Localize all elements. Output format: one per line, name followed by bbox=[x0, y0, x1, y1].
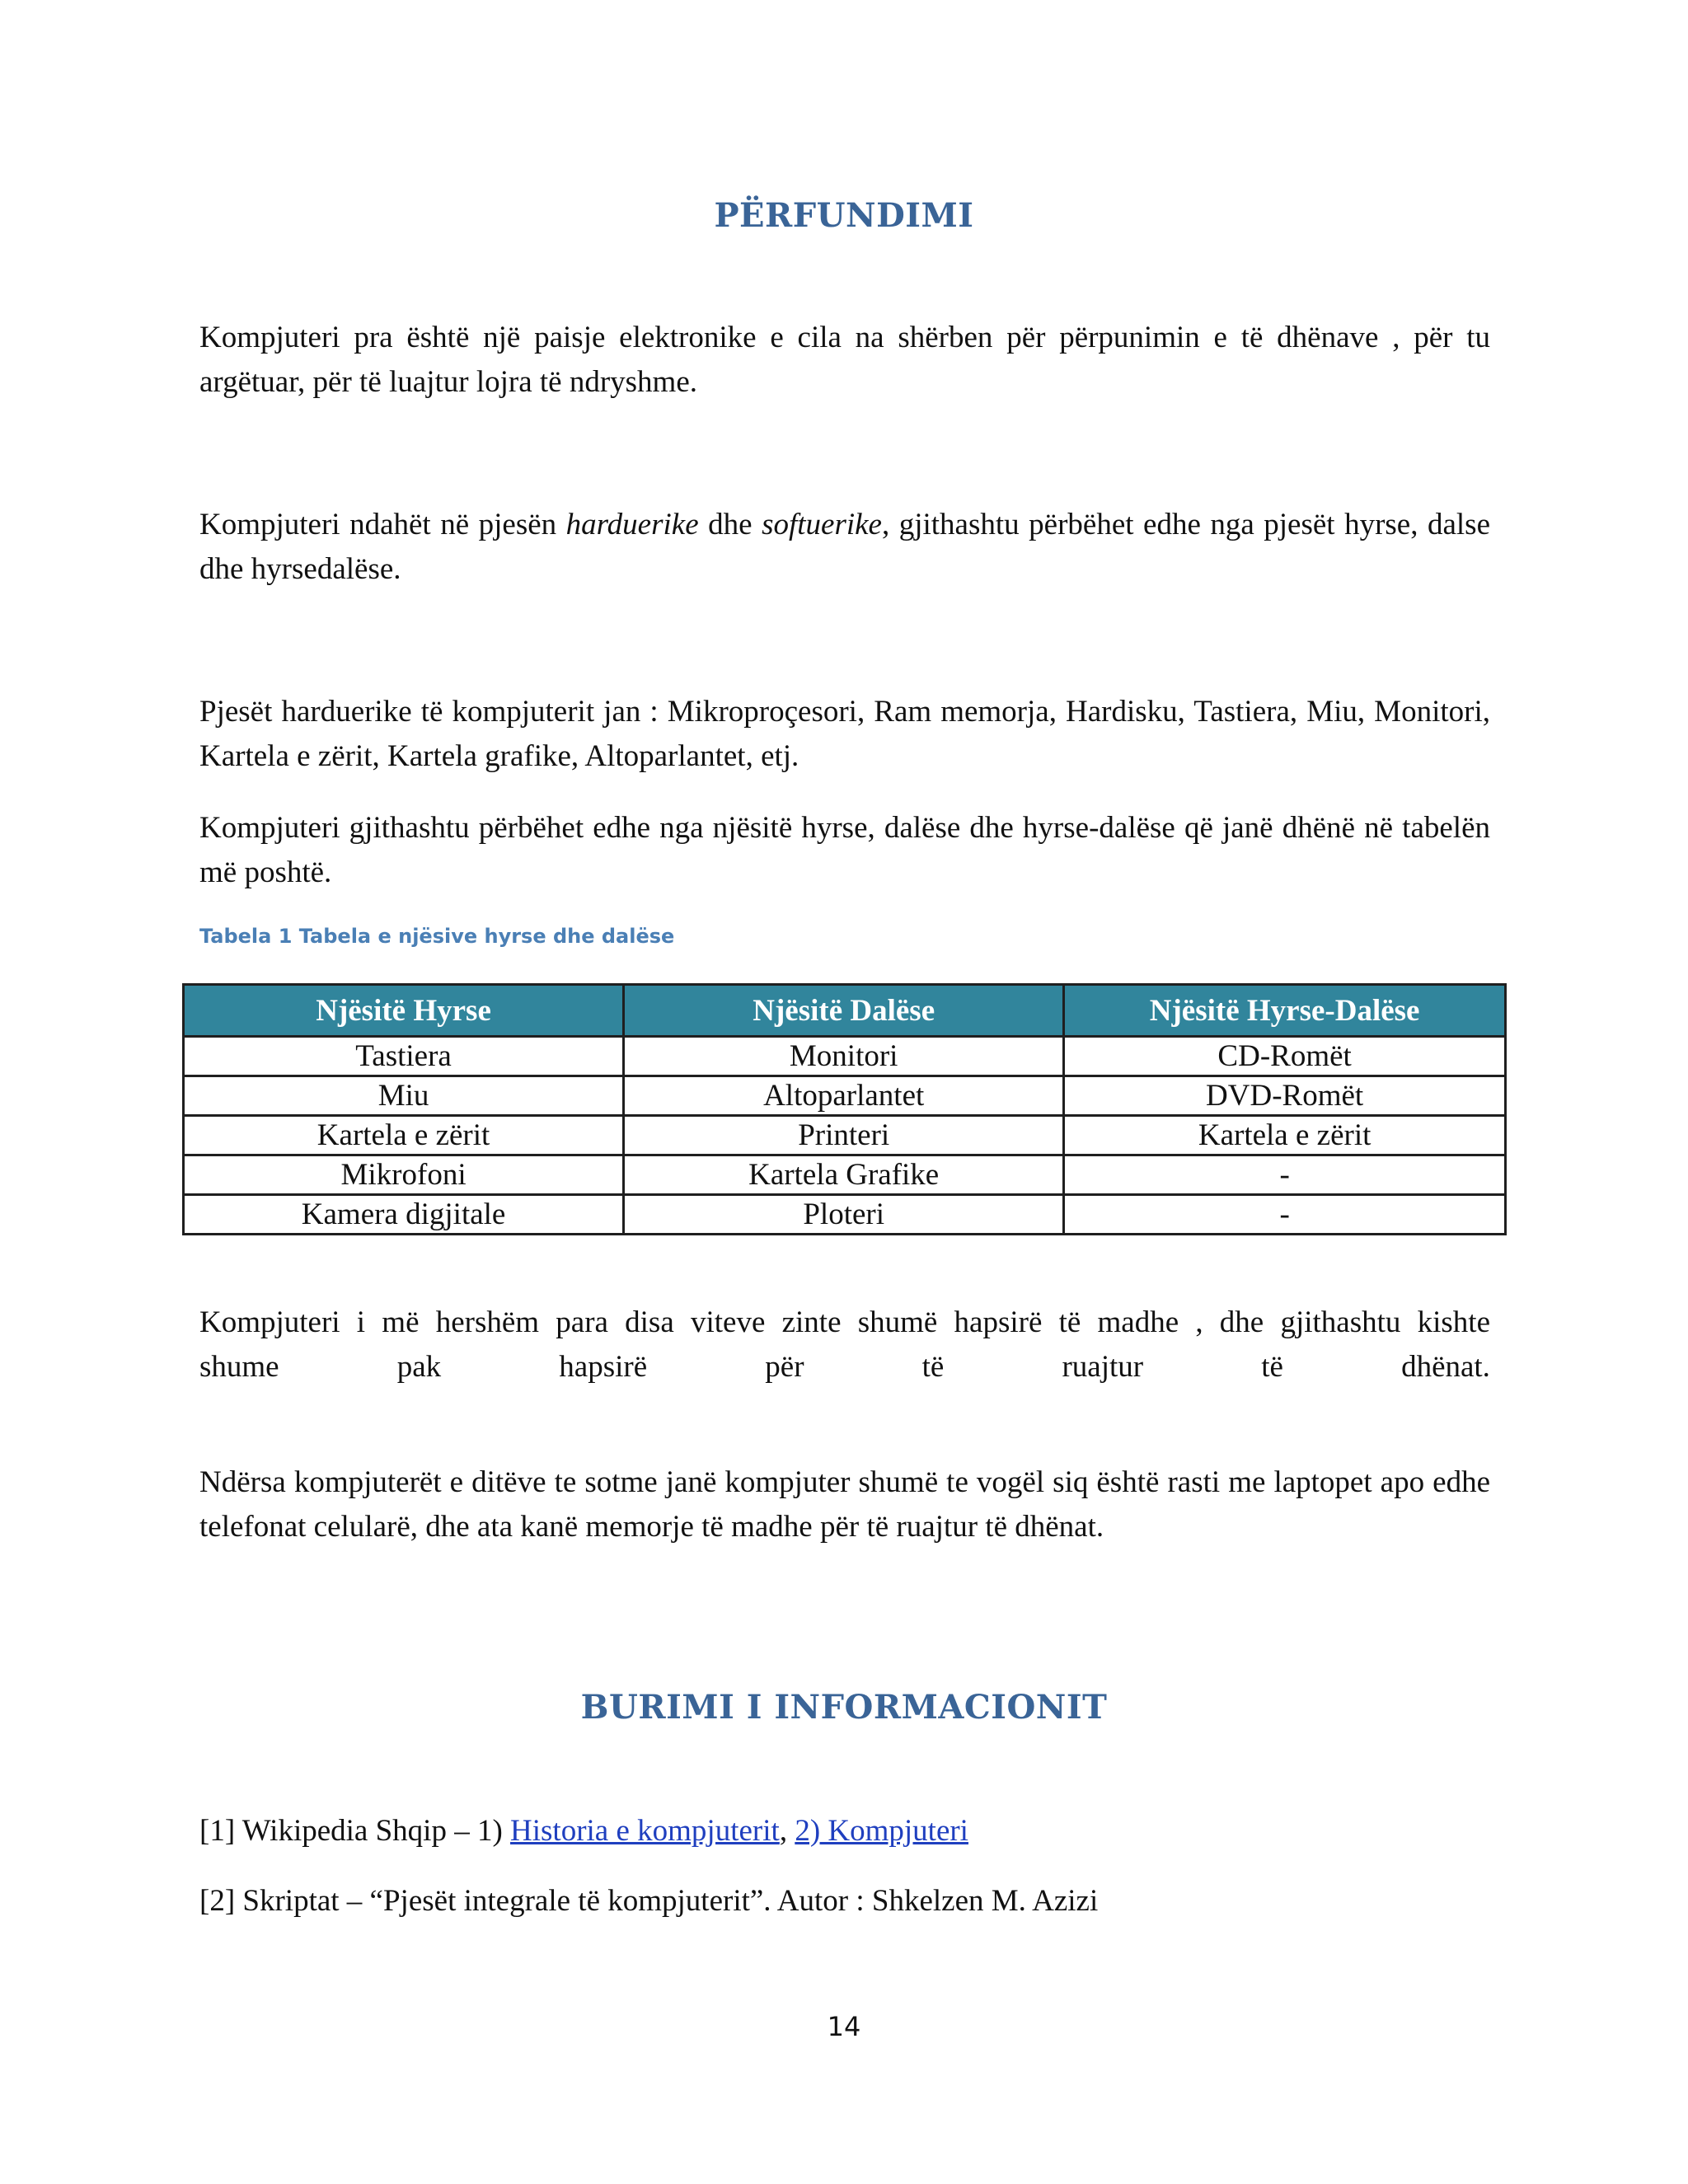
table-row bbox=[184, 1037, 1506, 1076]
table-cell: Kartela Grafike bbox=[624, 1155, 1064, 1195]
table-cell: Miu bbox=[184, 1076, 624, 1116]
table-header-cell: Njësitë Dalëse bbox=[624, 985, 1064, 1037]
section-heading-conclusion: PËRFUNDIMI bbox=[714, 196, 974, 235]
conclusion-paragraph-4: Kompjuteri gjithashtu përbëhet edhe nga njësitë hyrse, dalëse dhe hyrse-dalëse që janë dhënë në tabelën më poshtë. bbox=[199, 811, 1490, 889]
table-header-row bbox=[184, 985, 1506, 1037]
table-cell: DVD-Romët bbox=[1064, 1076, 1506, 1116]
p5-word: dhënat. bbox=[1401, 1350, 1490, 1384]
link-historia-e-kompjuterit[interactable]: Historia e kompjuterit bbox=[510, 1814, 780, 1848]
p2-italic-softuerike: softuerike bbox=[762, 508, 882, 541]
table-row bbox=[184, 1076, 1506, 1116]
p5-word: ruajtur bbox=[1062, 1350, 1144, 1384]
table-cell: Monitori bbox=[624, 1037, 1064, 1076]
page-number: 14 bbox=[827, 2011, 861, 2042]
conclusion-paragraph-2 bbox=[199, 503, 1490, 592]
table-caption: Tabela 1 Tabela e njësive hyrse dhe dalëse bbox=[199, 925, 675, 948]
p5-line-2 bbox=[199, 1345, 1490, 1390]
table-row bbox=[184, 1195, 1506, 1235]
table-header-cell: Njësitë Hyrse-Dalëse bbox=[1064, 985, 1506, 1037]
p5-word: për bbox=[765, 1350, 804, 1384]
table-cell: Mikrofoni bbox=[184, 1155, 624, 1195]
link-kompjuteri[interactable]: 2) Kompjuteri bbox=[795, 1814, 968, 1848]
conclusion-paragraph-3: Pjesët harduerike të kompjuterit jan : Mikroproçesori, Ram memorja, Hardisku, Tastiera, Miu, Monitori, Kartela e zërit, Kartela grafike, Altoparlantet, etj. bbox=[199, 695, 1490, 773]
reference-1-separator: , bbox=[779, 1814, 795, 1848]
table-cell: Ploteri bbox=[624, 1195, 1064, 1235]
table-cell: CD-Romët bbox=[1064, 1037, 1506, 1076]
reference-1 bbox=[199, 1809, 1490, 1854]
table-cell: Printeri bbox=[624, 1116, 1064, 1155]
p2-text-b: dhe bbox=[698, 508, 762, 541]
reference-1-prefix: [1] Wikipedia Shqip – 1) bbox=[199, 1814, 511, 1848]
p5-line-1: Kompjuteri i më hershëm para disa viteve zinte shumë hapsirë të madhe , dhe gjithashtu kishte bbox=[199, 1305, 1490, 1339]
table-cell: - bbox=[1064, 1155, 1506, 1195]
reference-2: [2] Skriptat – “Pjesët integrale të kompjuterit”. Autor : Shkelzen M. Azizi bbox=[199, 1884, 1099, 1918]
units-table bbox=[182, 983, 1507, 1235]
p2-italic-harduerike: harduerike bbox=[565, 508, 699, 541]
table-cell: - bbox=[1064, 1195, 1506, 1235]
table-cell: Kartela e zërit bbox=[184, 1116, 624, 1155]
table-row bbox=[184, 1116, 1506, 1155]
table-row bbox=[184, 1155, 1506, 1195]
p5-word: shume bbox=[199, 1350, 279, 1384]
p2-text-c: , gjithashtu përbëhet edhe nga pjesët hyrse, dalse dhe hyrsedalëse. bbox=[199, 508, 1490, 586]
p5-word: hapsirë bbox=[559, 1350, 648, 1384]
table-cell: Kamera digjitale bbox=[184, 1195, 624, 1235]
p5-word: pak bbox=[396, 1350, 442, 1384]
p5-word: të bbox=[921, 1350, 945, 1384]
conclusion-paragraph-1: Kompjuteri pra është një paisje elektronike e cila na shërben për përpunimin e të dhënave , për tu argëtuar, për të luajtur lojra të ndryshme. bbox=[199, 321, 1490, 399]
table-cell: Kartela e zërit bbox=[1064, 1116, 1506, 1155]
table-cell: Altoparlantet bbox=[624, 1076, 1064, 1116]
table-cell: Tastiera bbox=[184, 1037, 624, 1076]
conclusion-paragraph-5 bbox=[199, 1301, 1490, 1390]
conclusion-paragraph-6: Ndërsa kompjuterët e ditëve te sotme janë kompjuter shumë te vogël siq është rasti me laptopet apo edhe telefonat celularë, dhe ata kanë memorje të madhe për të ruajtur të dhënat. bbox=[199, 1465, 1490, 1544]
section-heading-sources: BURIMI I INFORMACIONIT bbox=[580, 1688, 1108, 1727]
table-header-cell: Njësitë Hyrse bbox=[184, 985, 624, 1037]
p5-word: të bbox=[1261, 1350, 1283, 1384]
p2-text-a: Kompjuteri ndahët në pjesën bbox=[199, 508, 566, 541]
